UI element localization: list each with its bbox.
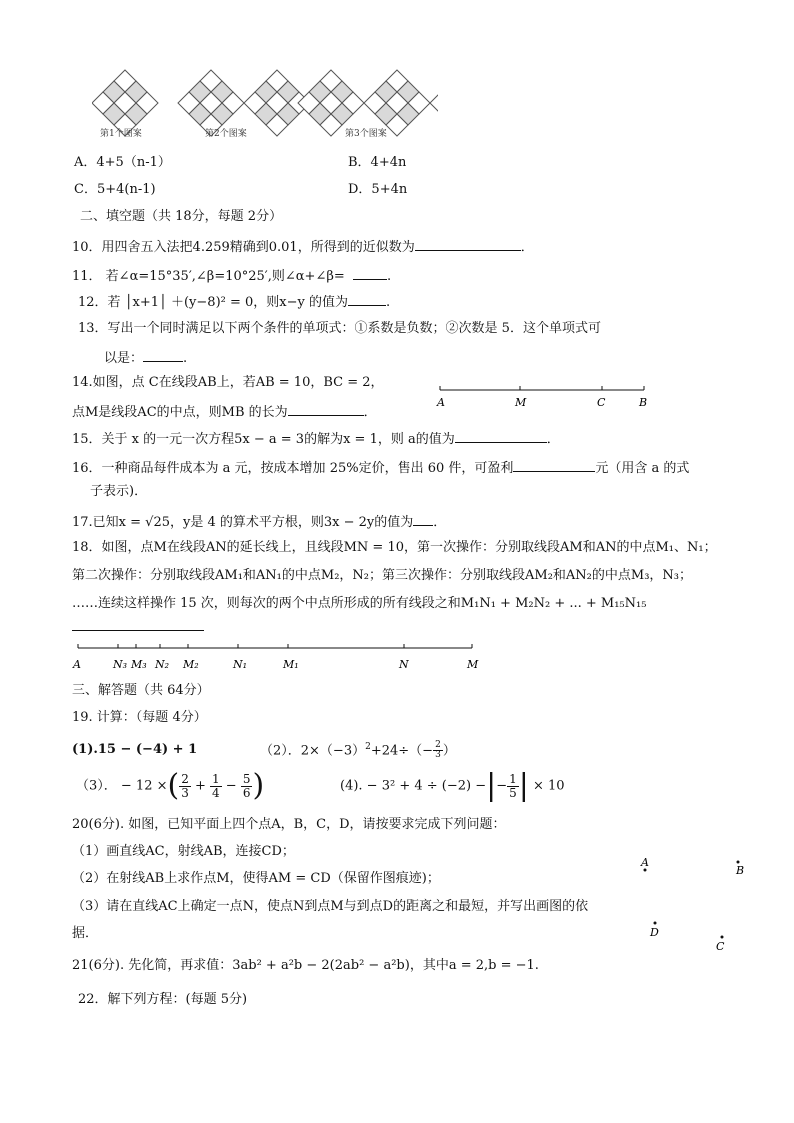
question-14-line2: [72, 401, 377, 422]
point-A: A: [437, 396, 445, 409]
question-20-line1: 20(6分). 如图，已知平面上四个点A，B，C，D，请按要求完成下列问题：: [72, 817, 506, 832]
q19-p2-end: ）: [442, 743, 456, 759]
question-11: [72, 265, 391, 286]
q12-pre: 12．若: [78, 295, 121, 310]
point-B: B: [639, 396, 648, 409]
q19-p2-pre: （2）．2×（−3）: [260, 743, 366, 759]
q13-end: .: [183, 351, 188, 366]
option-b: B．4+4n: [348, 155, 407, 170]
question-21: [72, 957, 539, 975]
q17-end: ．: [433, 515, 447, 530]
q15-end: ．: [546, 432, 560, 447]
answer-blank: [415, 236, 521, 251]
point-N1: N₁: [233, 658, 248, 671]
point-M: M: [515, 396, 527, 409]
point-C: C: [716, 940, 725, 953]
q10-text: 10．用四舍五入法把4.259精确到0.01，所得到的近似数为: [72, 240, 415, 255]
question-17: [72, 511, 446, 532]
q14-text: 点M是线段AC的中点，则MB 的长为: [72, 405, 288, 420]
q15-text: 15．关于 x 的一元一次方程5x − a = 3的解为x = 1，则 a的值为: [72, 432, 455, 447]
answer-blank: [353, 265, 387, 280]
option-c: C．5+4(n-1): [74, 182, 156, 197]
question-14-line1: 14.如图，点 C在线段AB上，若AB = 10，BC = 2，: [72, 375, 384, 390]
q16-text: 16．一种商品每件成本为 a 元，按成本增加 25%定价，售出 60 件，可盈利: [72, 461, 514, 476]
question-13-line2: [104, 347, 187, 368]
q21-post: ，其中a = 2,b = −1.: [409, 958, 539, 973]
question-12: [78, 291, 390, 312]
q19-part4: (4). − 3² + 4 ÷ (−2) −|− $\frac{1}{5}$ | × 10: [340, 768, 565, 803]
point-N2: N₂: [155, 658, 170, 671]
point-N3: N₃: [113, 658, 128, 671]
question-20-line3: （2）在射线AB上求作点M，使得AM = CD（保留作图痕迹)；: [72, 871, 440, 886]
point-M: M: [467, 658, 479, 671]
answer-blank: [288, 401, 364, 416]
q11-end: .: [387, 269, 392, 284]
answer-blank: [348, 291, 386, 306]
q11-text: 11． 若∠α=15°35′,∠β=10°25′,则∠α+∠β=: [72, 269, 345, 284]
q12-end: .: [385, 295, 391, 310]
point-B: B: [736, 864, 745, 877]
caption-1: 第1个图案: [100, 129, 142, 139]
answer-blank: [513, 457, 595, 472]
question-22: 22．解下列方程：(每题 5分): [78, 992, 248, 1007]
q20-points-figure: [630, 850, 760, 960]
q19-part1: (1).15 − (−4) + 1: [72, 742, 198, 757]
question-10: [72, 236, 534, 257]
q14-segment-figure: [434, 382, 654, 412]
option-d: D．5+4n: [348, 182, 408, 197]
point-D: D: [650, 926, 659, 939]
q14-end: ．: [363, 405, 377, 420]
caption-2: 第2个图案: [205, 129, 247, 139]
q19-p4-pre: (4). − 3² + 4 ÷ (−2) −: [340, 778, 487, 794]
q19-part2: [260, 738, 456, 760]
q21-pre: 21(6分). 先化简，再求值：: [72, 958, 233, 973]
question-16-line2: 子表示)．: [90, 484, 148, 499]
frac-2-3: $\frac{2}{3}$: [181, 771, 189, 800]
option-a: A．4+5（n-1）: [74, 155, 171, 170]
question-20-line5: 据．: [72, 926, 99, 941]
q18-answer-line: [72, 620, 204, 631]
q17-text: 17.已知x = √25，y是 4 的算术平方根，则3x − 2y的值为: [72, 515, 414, 530]
question-16-line1: [72, 457, 689, 478]
question-20-line2: （1）画直线AC，射线AB，连接CD；: [72, 844, 295, 859]
minus-sign: −: [496, 778, 508, 794]
question-20-line4: （3）请在直线AC上确定一点N，使点N到点M与到点D的距离之和最短，并写出画图的依: [72, 899, 589, 914]
point-A: A: [73, 658, 81, 671]
frac-1-4: $\frac{1}{4}$: [212, 771, 220, 800]
q13-prefix: 以是：: [104, 351, 144, 366]
caption-3: 第3个图案: [345, 129, 387, 139]
point-M1: M₁: [283, 658, 299, 671]
q19-part3: （3）． − 12 ×( $\frac{2}{3}$ + $\frac{1}{4}$ − $\frac{5}{6}$ ): [76, 768, 265, 803]
lattice-cell: [430, 92, 438, 114]
question-15: [72, 428, 560, 449]
question-18-line1: 18．如图，点M在线段AN的延长线上，且线段MN = 10，第一次操作：分别取线段AM和AN的中点M₁、N₁；: [72, 540, 717, 555]
frac-5-6: $\frac{5}{6}$: [242, 771, 251, 800]
question-18-line2: 第二次操作：分别取线段AM₁和AN₁的中点M₂，N₂；第三次操作：分别取线段AM₂和AN₂的中点M₃，N₃；: [72, 568, 692, 583]
section2-title: 二、填空题（共 18分，每题 2分）: [80, 209, 283, 224]
point-A: A: [641, 856, 649, 869]
question-18-line3: ……连续这样操作 15 次，则每次的两个中点所形成的所有线段之和M₁N₁ + M₂N₂ + ... + M₁₅N₁₅: [72, 596, 647, 611]
point-N: N: [399, 658, 409, 671]
q21-expr: 3ab² + a²b − 2(2ab² − a²b): [232, 958, 410, 973]
question-13-line1: 13．写出一个同时满足以下两个条件的单项式：①系数是负数；②次数是 5．这个单项式可: [78, 321, 601, 336]
answer-blank: [413, 511, 433, 526]
q19-p2-frac: $\frac{2}{3}$: [435, 740, 441, 761]
q12-mid: ＋(y−8)² = 0，则x−y 的值为: [170, 295, 348, 310]
q19-p4-end: × 10: [533, 778, 565, 794]
q18-segment-figure: [70, 638, 490, 674]
q12-abs: │x+1│: [124, 295, 167, 310]
q10-end: ．: [520, 240, 534, 255]
point-C: C: [597, 396, 606, 409]
q16-end: 元（用含 a 的式: [595, 461, 690, 476]
q19-p2-mid: +24÷（−: [370, 743, 434, 759]
section3-title: 三、解答题（共 64分）: [72, 683, 210, 698]
q19-p2-exp: 2: [365, 742, 371, 752]
q19-p3-pre: （3）． − 12 ×: [76, 778, 168, 794]
frac-1-5: $\frac{1}{5}$: [509, 771, 517, 800]
question-19-title: 19. 计算：（每题 4分）: [72, 710, 207, 725]
point-M2: M₂: [183, 658, 199, 671]
answer-blank: [455, 428, 547, 443]
point-M3: M₃: [131, 658, 147, 671]
answer-blank: [143, 347, 183, 362]
